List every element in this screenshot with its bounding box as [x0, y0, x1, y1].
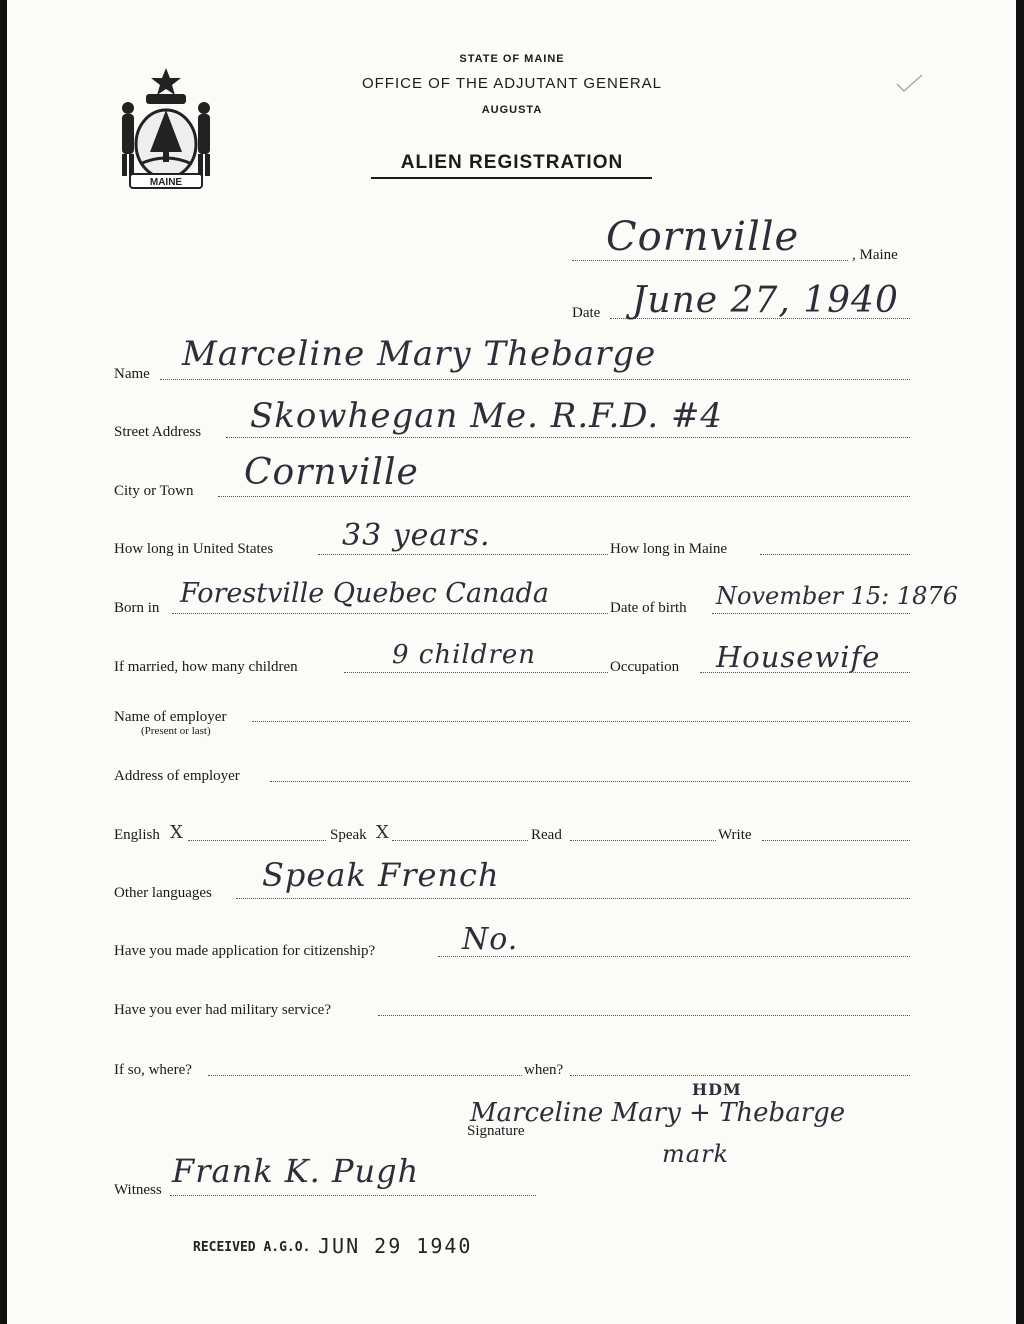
- english-label: English: [114, 827, 160, 843]
- name-value: Marceline Mary Thebarge: [182, 334, 657, 374]
- town-line: [572, 260, 848, 261]
- occupation-label: Occupation: [610, 659, 680, 675]
- street-address-value: Skowhegan Me. R.F.D. #4: [250, 396, 724, 436]
- military-label: Have you ever had military service?: [114, 1002, 331, 1018]
- received-stamp-label: RECEIVED A.G.O.: [193, 1240, 311, 1255]
- born-in-label: Born in: [114, 600, 160, 616]
- where-line: [208, 1075, 522, 1076]
- if-so-where-label: If so, where?: [114, 1062, 192, 1078]
- when-line: [570, 1075, 910, 1076]
- born-in-value: Forestville Quebec Canada: [180, 578, 549, 609]
- when-label: when?: [524, 1062, 564, 1078]
- received-stamp-date: JUN 29 1940: [318, 1234, 473, 1258]
- form-title: ALIEN REGISTRATION: [400, 152, 624, 173]
- children-line: [344, 672, 608, 673]
- english-value: X: [170, 822, 184, 843]
- witness-value: Frank K. Pugh: [172, 1152, 420, 1190]
- how-long-us-value: 33 years.: [342, 518, 491, 553]
- signature-label: Signature: [467, 1123, 525, 1139]
- maine-label: , Maine: [852, 247, 898, 263]
- city-label: City or Town: [114, 483, 194, 499]
- write-line: [762, 840, 910, 841]
- date-label: Date: [572, 305, 601, 321]
- employer-name-label: Name of employer: [114, 709, 227, 725]
- date-of-birth-value: November 15: 1876: [716, 582, 958, 610]
- date-value: June 27, 1940: [632, 280, 899, 321]
- read-line: [570, 840, 716, 841]
- speak-value: X: [376, 822, 390, 843]
- header-office: OFFICE OF THE ADJUTANT GENERAL: [361, 75, 663, 92]
- citizenship-label: Have you made application for citizenship?: [114, 943, 376, 959]
- other-languages-line: [236, 898, 910, 899]
- children-value: 9 children: [392, 640, 536, 670]
- header-city: AUGUSTA: [481, 104, 543, 116]
- born-in-line: [172, 613, 608, 614]
- how-long-maine-label: How long in Maine: [610, 541, 728, 557]
- how-long-maine-line: [760, 554, 910, 555]
- date-of-birth-line: [712, 613, 910, 614]
- name-label: Name: [114, 366, 150, 382]
- how-long-us-line: [318, 554, 608, 555]
- english-line: [188, 840, 326, 841]
- city-value: Cornville: [244, 452, 419, 493]
- signature-value: Marceline Mary + Thebarge: [470, 1098, 846, 1128]
- speak-label: Speak: [330, 827, 367, 843]
- occupation-value: Housewife: [716, 640, 881, 674]
- citizenship-value: No.: [462, 922, 519, 957]
- speak-line: [392, 840, 528, 841]
- date-of-birth-label: Date of birth: [610, 600, 687, 616]
- write-label: Write: [718, 827, 752, 843]
- seal-banner: MAINE: [149, 177, 183, 188]
- other-languages-value: Speak French: [262, 856, 500, 894]
- name-line: [160, 379, 910, 380]
- city-line: [218, 496, 910, 497]
- children-label: If married, how many children: [114, 659, 298, 675]
- title-underline: [371, 177, 652, 179]
- military-line: [378, 1015, 910, 1016]
- signature-mark: mark: [662, 1140, 730, 1168]
- witness-label: Witness: [114, 1182, 162, 1198]
- read-label: Read: [531, 827, 562, 843]
- witness-line: [170, 1195, 536, 1196]
- street-address-line: [226, 437, 910, 438]
- employer-address-line: [270, 781, 910, 782]
- employer-address-label: Address of employer: [114, 768, 240, 784]
- employer-name-line: [252, 721, 910, 722]
- how-long-us-label: How long in United States: [114, 541, 274, 557]
- town-value: Cornville: [606, 214, 800, 260]
- employer-note: (Present or last): [141, 725, 211, 737]
- other-languages-label: Other languages: [114, 885, 212, 901]
- header-state: STATE OF MAINE: [459, 53, 565, 65]
- street-address-label: Street Address: [114, 424, 202, 440]
- signature-initials: HDM: [692, 1080, 742, 1099]
